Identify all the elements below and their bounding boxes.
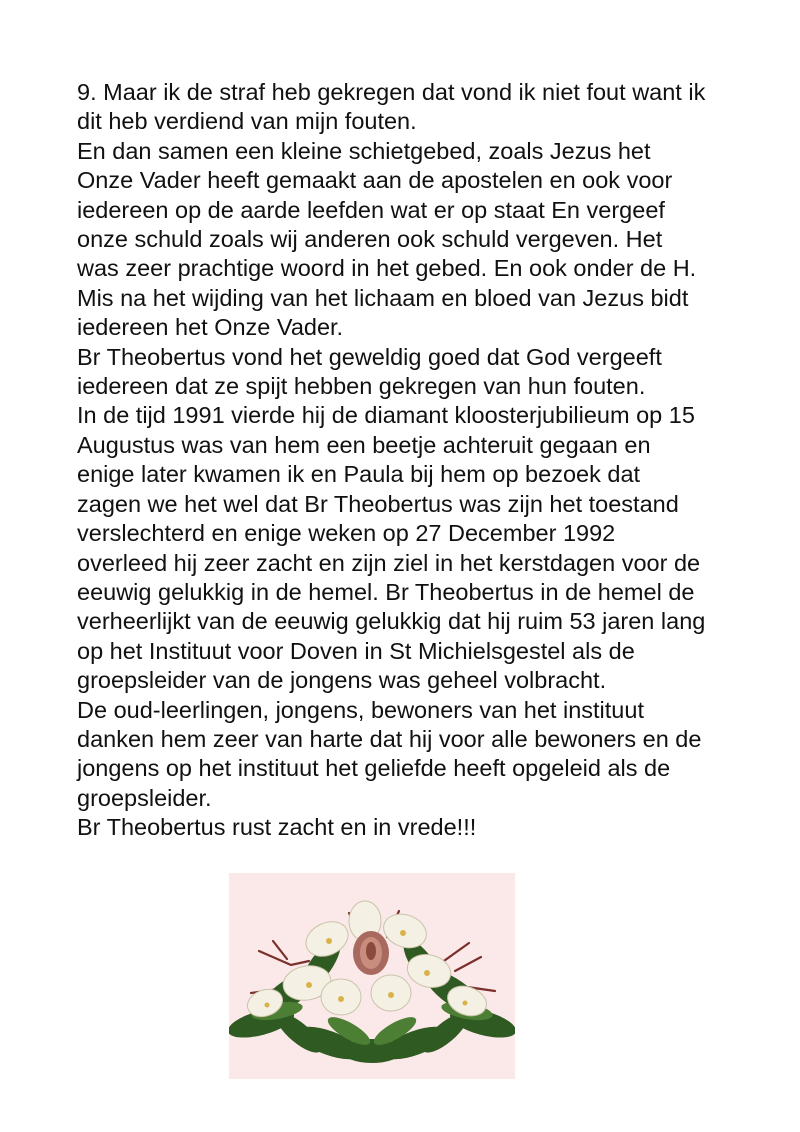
text-line: verslechterd en enige weken op 27 December 1992 — [77, 520, 616, 547]
text-line: Mis na het wijding van het lichaam en bloed van Jezus bidt — [77, 284, 689, 311]
text-line: verheerlijkt van de eeuwig gelukkig dat hij ruim 53 jaren lang — [77, 608, 706, 635]
flower-arrangement-icon — [229, 873, 515, 1079]
memorial-text — [77, 78, 757, 843]
flower-arrangement-image — [229, 873, 515, 1079]
text-line: dit heb verdiend van mijn fouten. — [77, 108, 417, 135]
text-line: Br Theobertus vond het geweldig goed dat God vergeeft — [77, 343, 662, 370]
text-line: iedereen dat ze spijt hebben gekregen van hun fouten. — [77, 373, 646, 400]
text-line: onze schuld zoals wij anderen ook schuld vergeven. Het — [77, 226, 663, 253]
text-line: jongens op het instituut het geliefde heeft opgeleid als de — [77, 755, 671, 782]
text-line: Br Theobertus rust zacht en in vrede!!! — [77, 814, 477, 841]
text-line: op het Instituut voor Doven in St Michielsgestel als de — [77, 637, 635, 664]
text-line: enige later kwamen ik en Paula bij hem op bezoek dat — [77, 461, 641, 488]
text-line: 9. Maar ik de straf heb gekregen dat vond ik niet fout want ik — [77, 79, 706, 105]
text-line: groepsleider van de jongens was geheel volbracht. — [77, 667, 607, 694]
text-line: zagen we het wel dat Br Theobertus was zijn het toestand — [77, 490, 679, 517]
text-line: De oud-leerlingen, jongens, bewoners van het instituut — [77, 696, 644, 723]
text-line: danken hem zeer van harte dat hij voor alle bewoners en de — [77, 725, 702, 752]
text-line: In de tijd 1991 vierde hij de diamant kloosterjubilieum op 15 — [77, 402, 695, 429]
text-line: groepsleider. — [77, 784, 212, 811]
text-line: Augustus was van hem een beetje achteruit gegaan en — [77, 431, 651, 458]
text-line: eeuwig gelukkig in de hemel. Br Theobertus in de hemel de — [77, 578, 695, 605]
text-line: overleed hij zeer zacht en zijn ziel in het kerstdagen voor de — [77, 549, 701, 576]
text-line: En dan samen een kleine schietgebed, zoals Jezus het — [77, 137, 651, 164]
text-line: iedereen het Onze Vader. — [77, 314, 344, 341]
text-line: iedereen op de aarde leefden wat er op staat En vergeef — [77, 196, 665, 223]
text-line: was zeer prachtige woord in het gebed. En ook onder de H. — [77, 255, 697, 282]
text-line: Onze Vader heeft gemaakt aan de apostelen en ook voor — [77, 167, 673, 194]
